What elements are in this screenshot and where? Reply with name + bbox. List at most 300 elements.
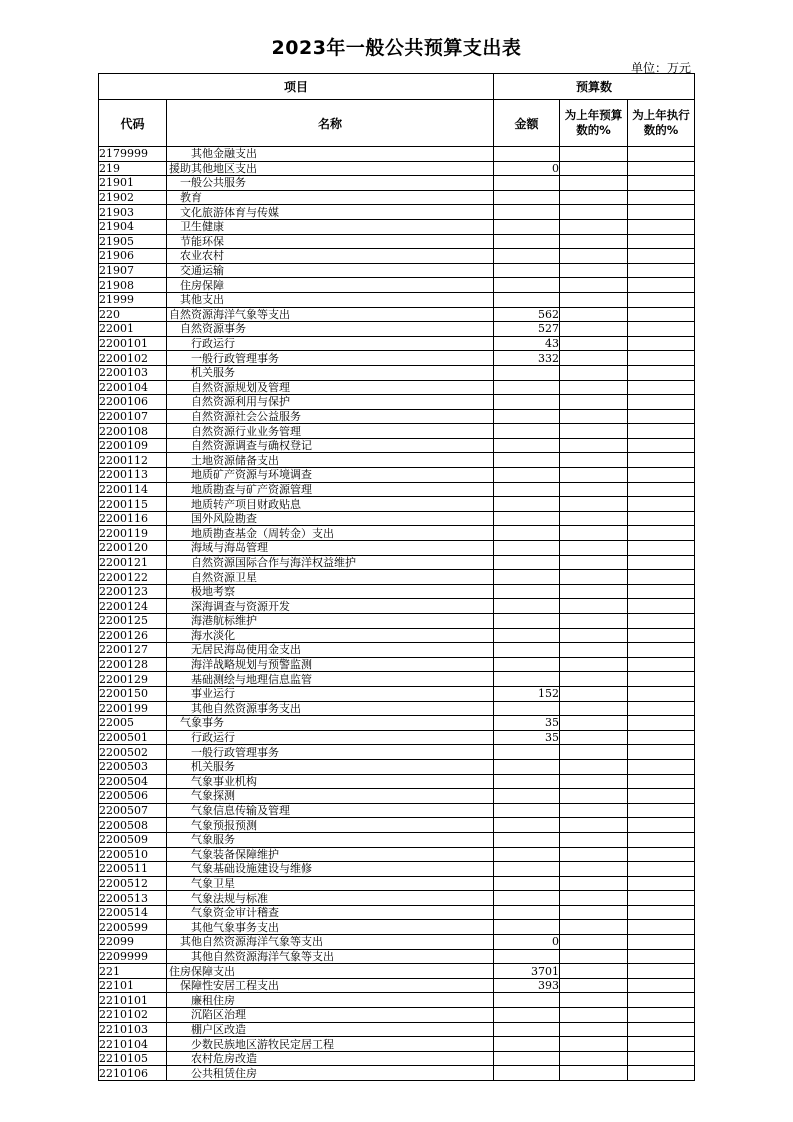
row-name: 气象预报预测: [167, 818, 494, 833]
row-pct-prev-exec: [628, 468, 695, 483]
row-pct-prev-budget: [560, 832, 628, 847]
row-code: 2200116: [99, 511, 167, 526]
row-pct-prev-budget: [560, 701, 628, 716]
row-pct-prev-budget: [560, 964, 628, 979]
row-name: 气象卫星: [167, 876, 494, 891]
table-row: [99, 511, 695, 526]
row-amount: [494, 891, 560, 906]
row-name: 卫生健康: [167, 219, 494, 234]
row-code: 2200128: [99, 657, 167, 672]
row-name: 其他自然资源事务支出: [167, 701, 494, 716]
row-pct-prev-exec: [628, 789, 695, 804]
row-pct-prev-exec: [628, 570, 695, 585]
row-pct-prev-exec: [628, 759, 695, 774]
row-pct-prev-exec: [628, 1022, 695, 1037]
table-row: [99, 249, 695, 264]
row-name: 气象事务: [167, 716, 494, 731]
table-row: [99, 468, 695, 483]
table-row: [99, 1051, 695, 1066]
row-name: 一般行政管理事务: [167, 351, 494, 366]
row-code: 2210101: [99, 993, 167, 1008]
row-pct-prev-budget: [560, 949, 628, 964]
table-row: [99, 686, 695, 701]
header-amount: 金额: [494, 100, 560, 147]
row-pct-prev-exec: [628, 336, 695, 351]
table-row: [99, 555, 695, 570]
row-name: 住房保障支出: [167, 964, 494, 979]
row-name: 自然资源规划及管理: [167, 380, 494, 395]
row-code: 22099: [99, 935, 167, 950]
page-title: 2023年一般公共预算支出表: [271, 37, 522, 59]
header-row-top: [99, 74, 695, 100]
row-name: 地质勘查基金（周转金）支出: [167, 526, 494, 541]
row-name: 自然资源海洋气象等支出: [167, 307, 494, 322]
table-row: [99, 161, 695, 176]
table-row: [99, 292, 695, 307]
row-code: 2200101: [99, 336, 167, 351]
row-amount: [494, 292, 560, 307]
row-name: 地质勘查与矿产资源管理: [167, 482, 494, 497]
row-name: 地质转产项目财政贴息: [167, 497, 494, 512]
row-name: 农业农村: [167, 249, 494, 264]
row-amount: 393: [494, 978, 560, 993]
table-row: [99, 234, 695, 249]
table-row: [99, 409, 695, 424]
row-code: 21908: [99, 278, 167, 293]
row-name: 自然资源卫星: [167, 570, 494, 585]
row-pct-prev-budget: [560, 1037, 628, 1052]
row-pct-prev-exec: [628, 497, 695, 512]
row-pct-prev-exec: [628, 511, 695, 526]
row-amount: [494, 862, 560, 877]
row-amount: [494, 511, 560, 526]
row-pct-prev-budget: [560, 365, 628, 380]
row-pct-prev-budget: [560, 555, 628, 570]
row-amount: [494, 847, 560, 862]
row-name: 行政运行: [167, 336, 494, 351]
header-pct-prev-budget: 为上年预算数的%: [560, 100, 628, 147]
row-pct-prev-budget: [560, 1066, 628, 1081]
row-name: 文化旅游体育与传媒: [167, 205, 494, 220]
row-amount: [494, 643, 560, 658]
row-name: 其他自然资源海洋气象等支出: [167, 935, 494, 950]
table-row: [99, 964, 695, 979]
row-code: 2200102: [99, 351, 167, 366]
table-row: [99, 949, 695, 964]
row-code: 2200506: [99, 789, 167, 804]
row-pct-prev-budget: [560, 789, 628, 804]
row-pct-prev-budget: [560, 541, 628, 556]
row-pct-prev-exec: [628, 365, 695, 380]
row-pct-prev-exec: [628, 205, 695, 220]
table-row: [99, 1037, 695, 1052]
row-pct-prev-exec: [628, 351, 695, 366]
table-row: [99, 336, 695, 351]
row-pct-prev-exec: [628, 584, 695, 599]
row-pct-prev-budget: [560, 730, 628, 745]
row-code: 2200103: [99, 365, 167, 380]
row-pct-prev-exec: [628, 818, 695, 833]
row-pct-prev-exec: [628, 482, 695, 497]
row-name: 海港航标维护: [167, 614, 494, 629]
row-amount: [494, 789, 560, 804]
row-name: 交通运输: [167, 263, 494, 278]
row-pct-prev-budget: [560, 219, 628, 234]
row-code: 2200124: [99, 599, 167, 614]
table-row: [99, 716, 695, 731]
row-pct-prev-budget: [560, 1051, 628, 1066]
row-name: 住房保障: [167, 278, 494, 293]
row-pct-prev-budget: [560, 774, 628, 789]
row-pct-prev-budget: [560, 409, 628, 424]
row-name: 海洋战略规划与预警监测: [167, 657, 494, 672]
table-row: [99, 862, 695, 877]
row-pct-prev-exec: [628, 438, 695, 453]
row-amount: [494, 205, 560, 220]
row-amount: [494, 1037, 560, 1052]
row-name: 节能环保: [167, 234, 494, 249]
table-row: [99, 497, 695, 512]
row-code: 2210102: [99, 1008, 167, 1023]
row-name: 机关服务: [167, 365, 494, 380]
row-pct-prev-budget: [560, 322, 628, 337]
row-code: 2200129: [99, 672, 167, 687]
row-code: 2200508: [99, 818, 167, 833]
row-amount: [494, 803, 560, 818]
row-pct-prev-exec: [628, 1066, 695, 1081]
table-row: [99, 905, 695, 920]
row-name: 自然资源社会公益服务: [167, 409, 494, 424]
row-pct-prev-exec: [628, 774, 695, 789]
row-pct-prev-exec: [628, 555, 695, 570]
row-name: 自然资源利用与保护: [167, 395, 494, 410]
row-pct-prev-budget: [560, 614, 628, 629]
row-code: 2210106: [99, 1066, 167, 1081]
table-row: [99, 920, 695, 935]
row-name: 公共租赁住房: [167, 1066, 494, 1081]
row-pct-prev-exec: [628, 599, 695, 614]
row-pct-prev-exec: [628, 628, 695, 643]
row-amount: [494, 176, 560, 191]
row-pct-prev-budget: [560, 424, 628, 439]
header-code: 代码: [99, 100, 167, 147]
row-code: 2179999: [99, 147, 167, 162]
row-pct-prev-exec: [628, 905, 695, 920]
row-pct-prev-budget: [560, 862, 628, 877]
row-pct-prev-exec: [628, 161, 695, 176]
row-pct-prev-exec: [628, 176, 695, 191]
row-amount: [494, 1022, 560, 1037]
table-row: [99, 876, 695, 891]
row-pct-prev-exec: [628, 263, 695, 278]
row-amount: [494, 219, 560, 234]
row-code: 2210103: [99, 1022, 167, 1037]
row-pct-prev-exec: [628, 219, 695, 234]
row-amount: [494, 541, 560, 556]
row-code: 2200510: [99, 847, 167, 862]
row-name: 行政运行: [167, 730, 494, 745]
row-amount: [494, 555, 560, 570]
table-row: [99, 614, 695, 629]
table-row: [99, 190, 695, 205]
row-pct-prev-exec: [628, 657, 695, 672]
row-pct-prev-exec: [628, 745, 695, 760]
header-row-sub: [99, 100, 695, 147]
row-amount: [494, 672, 560, 687]
row-pct-prev-budget: [560, 176, 628, 191]
table-row: [99, 730, 695, 745]
row-name: 气象法规与标准: [167, 891, 494, 906]
budget-table: [98, 73, 695, 1081]
table-row: [99, 803, 695, 818]
row-code: 2200512: [99, 876, 167, 891]
table-row: [99, 1066, 695, 1081]
row-name: 少数民族地区游牧民定居工程: [167, 1037, 494, 1052]
row-code: 219: [99, 161, 167, 176]
row-code: 21906: [99, 249, 167, 264]
row-amount: [494, 468, 560, 483]
row-name: 农村危房改造: [167, 1051, 494, 1066]
row-name: 气象服务: [167, 832, 494, 847]
row-amount: [494, 818, 560, 833]
row-pct-prev-exec: [628, 803, 695, 818]
row-pct-prev-exec: [628, 526, 695, 541]
row-code: 2200121: [99, 555, 167, 570]
table-row: [99, 453, 695, 468]
row-pct-prev-exec: [628, 1037, 695, 1052]
row-code: 2200511: [99, 862, 167, 877]
row-name: 廉租住房: [167, 993, 494, 1008]
row-name: 教育: [167, 190, 494, 205]
row-name: 其他自然资源海洋气象等支出: [167, 949, 494, 964]
table-row: [99, 307, 695, 322]
row-amount: [494, 599, 560, 614]
table-row: [99, 278, 695, 293]
table-row: [99, 978, 695, 993]
row-code: 2200112: [99, 453, 167, 468]
row-amount: [494, 1008, 560, 1023]
row-code: 22001: [99, 322, 167, 337]
row-code: 2209999: [99, 949, 167, 964]
table-row: [99, 424, 695, 439]
row-pct-prev-exec: [628, 190, 695, 205]
row-name: 国外风险勘查: [167, 511, 494, 526]
table-row: [99, 380, 695, 395]
row-pct-prev-exec: [628, 424, 695, 439]
row-pct-prev-exec: [628, 307, 695, 322]
row-code: 2200113: [99, 468, 167, 483]
row-amount: [494, 424, 560, 439]
row-amount: [494, 774, 560, 789]
unit-label: 单位：万元: [630, 61, 691, 75]
header-budget: 预算数: [494, 74, 695, 100]
row-pct-prev-budget: [560, 278, 628, 293]
row-amount: [494, 1066, 560, 1081]
row-pct-prev-budget: [560, 395, 628, 410]
row-code: 221: [99, 964, 167, 979]
table-row: [99, 526, 695, 541]
row-pct-prev-exec: [628, 701, 695, 716]
row-code: 2200114: [99, 482, 167, 497]
row-pct-prev-budget: [560, 1022, 628, 1037]
row-code: 2200107: [99, 409, 167, 424]
row-pct-prev-budget: [560, 453, 628, 468]
row-code: 21905: [99, 234, 167, 249]
row-pct-prev-budget: [560, 468, 628, 483]
row-code: 21903: [99, 205, 167, 220]
row-pct-prev-budget: [560, 482, 628, 497]
row-code: 2200127: [99, 643, 167, 658]
table-row: [99, 993, 695, 1008]
table-row: [99, 701, 695, 716]
row-code: 2200513: [99, 891, 167, 906]
row-code: 2200120: [99, 541, 167, 556]
table-row: [99, 263, 695, 278]
row-amount: [494, 438, 560, 453]
row-amount: [494, 497, 560, 512]
row-amount: 152: [494, 686, 560, 701]
row-pct-prev-exec: [628, 730, 695, 745]
row-pct-prev-budget: [560, 891, 628, 906]
row-code: 2200599: [99, 920, 167, 935]
row-amount: [494, 614, 560, 629]
row-pct-prev-budget: [560, 292, 628, 307]
table-row: [99, 832, 695, 847]
row-pct-prev-budget: [560, 847, 628, 862]
table-row: [99, 891, 695, 906]
row-amount: 35: [494, 730, 560, 745]
row-pct-prev-budget: [560, 686, 628, 701]
row-amount: [494, 395, 560, 410]
row-pct-prev-budget: [560, 716, 628, 731]
row-amount: 3701: [494, 964, 560, 979]
row-pct-prev-budget: [560, 657, 628, 672]
row-code: 2200104: [99, 380, 167, 395]
table-row: [99, 351, 695, 366]
row-amount: [494, 482, 560, 497]
row-code: 2200126: [99, 628, 167, 643]
row-code: 2200119: [99, 526, 167, 541]
row-code: 2210104: [99, 1037, 167, 1052]
table-row: [99, 818, 695, 833]
table-row: [99, 147, 695, 162]
row-pct-prev-budget: [560, 190, 628, 205]
row-code: 21901: [99, 176, 167, 191]
table-row: [99, 570, 695, 585]
row-name: 地质矿产资源与环境调查: [167, 468, 494, 483]
row-name: 自然资源国际合作与海洋权益维护: [167, 555, 494, 570]
row-amount: [494, 949, 560, 964]
row-pct-prev-budget: [560, 628, 628, 643]
row-pct-prev-budget: [560, 803, 628, 818]
row-amount: 332: [494, 351, 560, 366]
row-code: 21999: [99, 292, 167, 307]
row-pct-prev-exec: [628, 716, 695, 731]
row-amount: 35: [494, 716, 560, 731]
row-name: 气象信息传输及管理: [167, 803, 494, 818]
row-pct-prev-exec: [628, 278, 695, 293]
row-code: 2200503: [99, 759, 167, 774]
row-name: 气象资金审计稽查: [167, 905, 494, 920]
row-name: 棚户区改造: [167, 1022, 494, 1037]
table-row: [99, 219, 695, 234]
row-amount: 43: [494, 336, 560, 351]
table-row: [99, 789, 695, 804]
row-pct-prev-exec: [628, 672, 695, 687]
header-pct-prev-exec: 为上年执行数的%: [628, 100, 695, 147]
row-pct-prev-budget: [560, 876, 628, 891]
row-amount: [494, 380, 560, 395]
row-name: 援助其他地区支出: [167, 161, 494, 176]
table-body: [99, 147, 695, 1081]
row-name: 一般行政管理事务: [167, 745, 494, 760]
row-amount: [494, 263, 560, 278]
table-row: [99, 365, 695, 380]
row-amount: [494, 365, 560, 380]
row-amount: [494, 249, 560, 264]
row-amount: [494, 832, 560, 847]
row-pct-prev-budget: [560, 920, 628, 935]
row-name: 气象事业机构: [167, 774, 494, 789]
row-code: 2200504: [99, 774, 167, 789]
row-amount: [494, 453, 560, 468]
row-pct-prev-exec: [628, 964, 695, 979]
row-name: 其他支出: [167, 292, 494, 307]
row-amount: 562: [494, 307, 560, 322]
row-code: 2200125: [99, 614, 167, 629]
row-name: 气象基础设施建设与维修: [167, 862, 494, 877]
row-pct-prev-budget: [560, 511, 628, 526]
row-amount: [494, 584, 560, 599]
row-pct-prev-budget: [560, 978, 628, 993]
row-name: 无居民海岛使用金支出: [167, 643, 494, 658]
row-pct-prev-exec: [628, 876, 695, 891]
row-pct-prev-budget: [560, 336, 628, 351]
row-code: 220: [99, 307, 167, 322]
row-code: 2200509: [99, 832, 167, 847]
row-name: 自然资源事务: [167, 322, 494, 337]
row-amount: [494, 745, 560, 760]
row-pct-prev-exec: [628, 614, 695, 629]
row-pct-prev-exec: [628, 920, 695, 935]
table-row: [99, 322, 695, 337]
table-row: [99, 1022, 695, 1037]
row-amount: [494, 409, 560, 424]
row-amount: 527: [494, 322, 560, 337]
row-name: 一般公共服务: [167, 176, 494, 191]
row-code: 2200122: [99, 570, 167, 585]
row-pct-prev-budget: [560, 570, 628, 585]
table-row: [99, 438, 695, 453]
row-pct-prev-budget: [560, 526, 628, 541]
row-name: 气象探测: [167, 789, 494, 804]
row-name: 事业运行: [167, 686, 494, 701]
row-pct-prev-budget: [560, 147, 628, 162]
row-pct-prev-budget: [560, 249, 628, 264]
row-pct-prev-budget: [560, 263, 628, 278]
row-pct-prev-budget: [560, 234, 628, 249]
row-pct-prev-exec: [628, 541, 695, 556]
row-name: 自然资源行业业务管理: [167, 424, 494, 439]
row-code: 2200123: [99, 584, 167, 599]
table-row: [99, 657, 695, 672]
row-pct-prev-budget: [560, 672, 628, 687]
row-amount: [494, 993, 560, 1008]
row-amount: [494, 701, 560, 716]
row-amount: [494, 657, 560, 672]
table-row: [99, 599, 695, 614]
table-row: [99, 672, 695, 687]
